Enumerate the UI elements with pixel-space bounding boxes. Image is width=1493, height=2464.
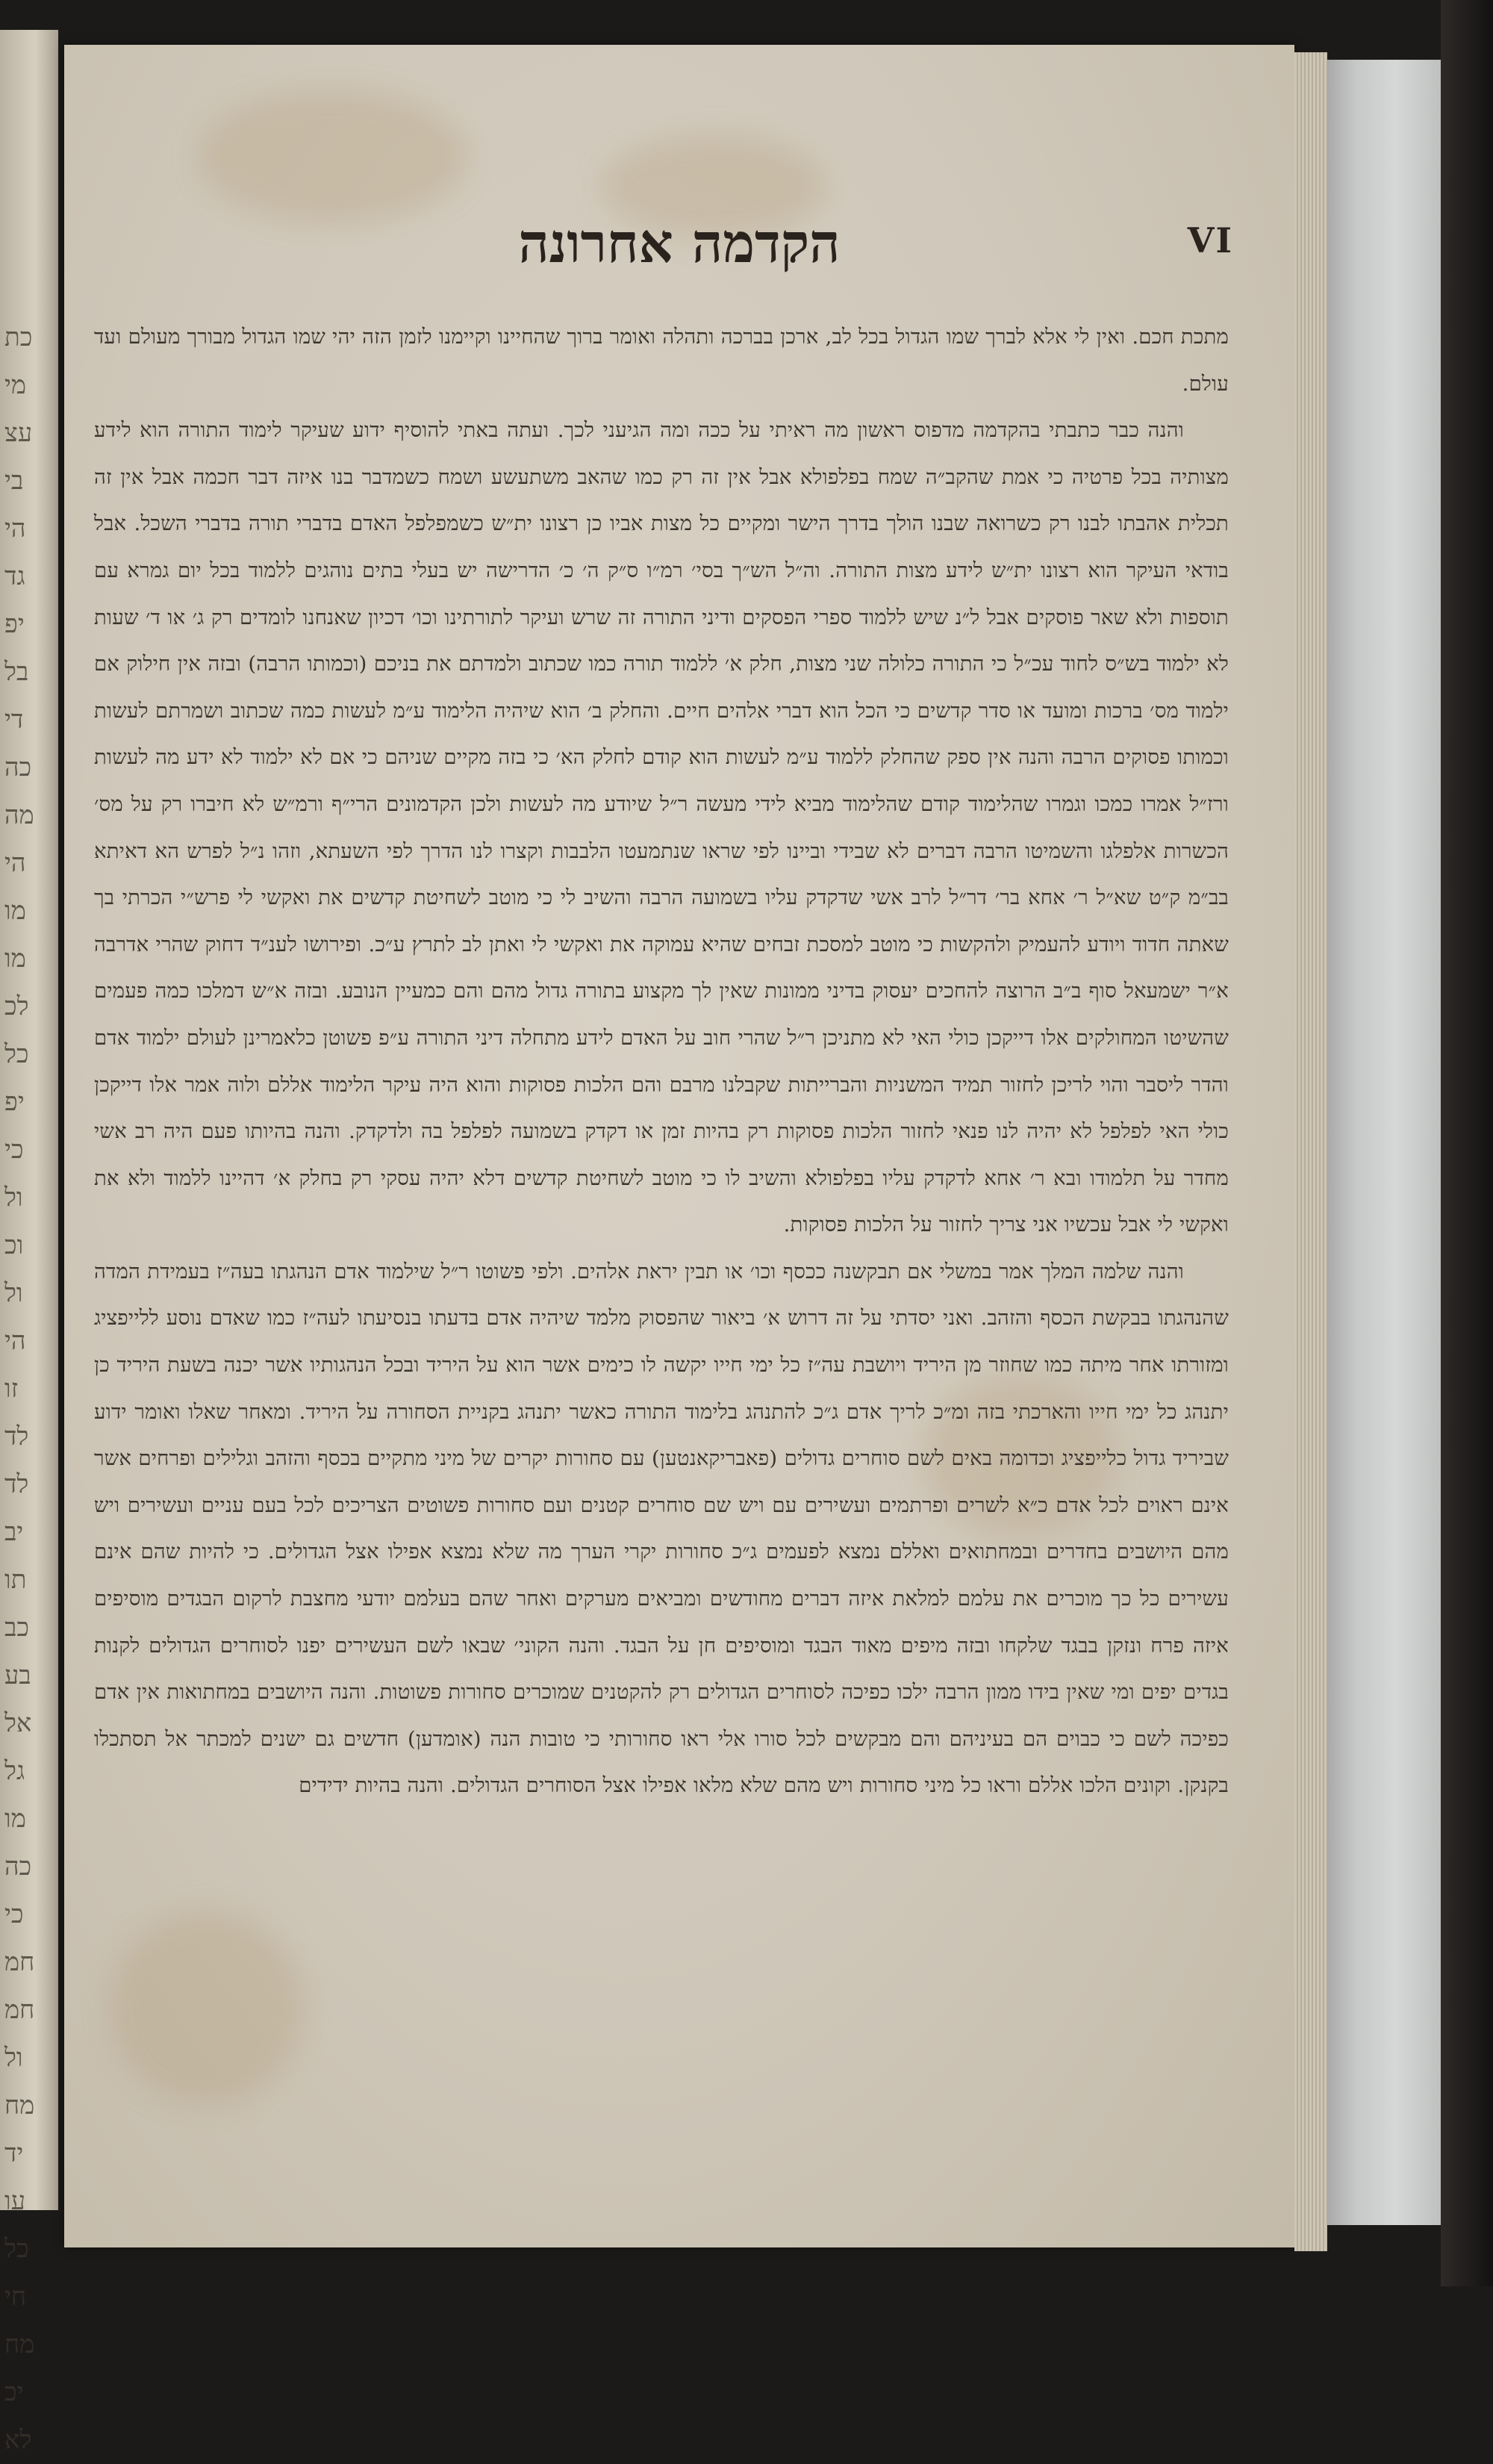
- facing-page-fragment: כת: [4, 323, 33, 352]
- facing-page-fragment: כי: [4, 1135, 24, 1165]
- paragraph: מתכת חכם. ואין לי אלא לברך שמו הגדול בכל לב, ארכן בברכה ותהלה ואומר ברוך שהחיינו וקיימנו לזמן הזה יהי שמו הגדול מבורך מעולם ועד עולם.: [94, 325, 1229, 396]
- facing-page-fragment: חי: [4, 2282, 27, 2312]
- facing-page-fragment: כב: [4, 1613, 30, 1643]
- facing-page-fragment: הי: [4, 514, 26, 544]
- facing-page-fragment: לכ: [4, 992, 29, 1021]
- facing-page-fragment: מח: [4, 2330, 35, 2359]
- facing-page-edge: [0, 30, 58, 2455]
- facing-page-fragment: גד: [4, 561, 25, 591]
- facing-page-fragment: יכ: [4, 2377, 24, 2407]
- facing-page-fragment: עו: [4, 2186, 25, 2216]
- page-title: הקדמה אחרונה: [518, 211, 841, 275]
- facing-page-fragment: בל: [4, 657, 29, 687]
- paragraph: והנה כבר כתבתי בהקדמה מדפוס ראשון מה ראיתי על ככה ומה הגיעני לכך. ועתה באתי להוסיף ידוע שעיקר לימוד התורה הוא לידע מצותיה בכל פרטיה כי אמת שהקב״ה שמח בפלפולא אבל אין זה רק כמו שהאב משתעשע ושמח כשמדבר בנו איזה דבר חכמה אבל אין זה תכלית אהבתו לבנו רק כשרואה שבנו הולך בדרך הישר ומקיים כל מצות אביו כן רצונו ית״ש כשמפלפל האדם בדברי תורה בדברי השכל. אבל בודאי העיקר הוא רצונו ית״ש לידע מצות התורה. וה״ל הש״ך בסי׳ רמ״ו ס״ק ה׳ כ׳ הדרישה יש בעלי בתים נוהגים ללמוד בכל יום גמרא עם תוספות ולא שאר פוסקים אבל ל״נ שיש ללמוד ספרי הפסקים ודיני התורה זה שרש ועיקר לתורתינו וכו׳ דכיון שאנחנו לומדים רק ג׳ או ד׳ שעות לא ילמוד בש״ס לחוד עכ״ל כי התורה כלולה שני מצות, חלק א׳ ללמוד תורה כמו שכתוב ולמדתם את בניכם (וכמותו הרבה) ובזה אין חילוק אם ילמוד מס׳ ברכות ומועד או סדר קדשים כי הכל הוא דברי אלהים חיים. והחלק ב׳ הוא שיהיה הלימוד ע״מ לעשות כמה שכתוב ושמרתם לעשות וכמותו פסוקים הרבה והנה אין ספק שהחלק ללמוד ע״מ לעשות הוא קודם לחלק הא׳ כי בזה מקיים שניהם כי אם לא ילמוד לא ידע מה לעשות ורז״ל אמרו כמכו וגמרו שהלימוד קודם שהלימוד מביא לידי מעשה ר״ל שיודע מה לעשות ולכן הקדמונים הרי״ף ורמ״ש לא חיברו רק על מס׳ הכשרות אלפלגו והשמיטו הרבה דברים לא שבידי וביינו לפי שראו שנתמעטו הלבבות וקצרו לנו הדרך לפי השעתא, וזהו נ״ל לפרש הא דאיתא בב״מ ק״ט שא״ל ר׳ אחא בר׳ דר״ל לרב אשי שדקדק עליו בשמועה הרבה והשיב לי כי מוטב לשחיטת קדשים את ואקשי לי פרש״י הכרתי בך שאתה חדוד ויודע להעמיק ולהקשות כי מוטב למסכת זבחים שהיא עמוקה את ואקשי לי ואתן לב לתרץ ע״כ. ופירושו לענ״ד דחוק שהרי אדרבה א״ר ישמעאל סוף ב״ב הרוצה להחכים יעסוק בדיני ממונות שאין לך מקצוע בתורה גדול מהם והם כמעיין הנובע. ובזה א״ש דמלכו כמה פעמים שהשיטו המחולקים אלו דייקכן כולי האי לא מתניכן ר״ל שהרי חוב על האדם לידע מתחלה דיני התורה ע״פ פשוטן כלאמרינן לעולם ילמוד אדם והדר ליסבר והוי לריכן לחזור תמיד המשניות והברייתות שקבלנו מרבם והם הלכות פסוקות והוא היה עיקר הלימוד אללם ולוה אמר אלו דייקכן כולי האי לפלפל לא יהיה לנו פנאי לחזור הלכות פסוקות רק בהיות זמן או דקדק בשמועה לפלפל בה ולדקדק. והנה בהיותו פעם היה רב אשי מחדר על תלמודו ובא ר׳ אחא לדקדק עליו בפלפולא והשיב לו כי מוטב לשחיטת קדשים דלא יהיה עסקי רק בחלק א׳ דהיינו ללמוד ולא את ואקשי לי אבל עכשיו אני צריך לחזור על הלכות פסוקות.: [94, 418, 1229, 1237]
- facing-page-fragment: ול: [4, 2043, 23, 2073]
- facing-page-fragment: אל: [4, 1708, 32, 1738]
- facing-page-fragment: לד: [4, 1469, 29, 1499]
- facing-page-fragment: חמ: [4, 1947, 35, 1977]
- page-number: VI: [1187, 220, 1233, 261]
- facing-page-fragment: הי: [4, 848, 26, 878]
- facing-page-fragment: כה: [4, 1852, 32, 1882]
- facing-page-fragment: וכ: [4, 1231, 24, 1260]
- facing-page-fragment: יד: [4, 2138, 24, 2168]
- facing-page-fragment: די: [4, 705, 24, 735]
- facing-page-fragment: זו: [4, 1374, 19, 1404]
- book-page: [64, 45, 1294, 2247]
- facing-page-fragment: ול: [4, 1183, 23, 1213]
- facing-page-fragment: יפ: [4, 609, 25, 639]
- facing-page-fragment: יפ: [4, 1087, 25, 1117]
- page-header: [64, 190, 1294, 302]
- facing-page-text-fragments: [0, 314, 34, 2464]
- facing-page-fragment: בע: [4, 1661, 31, 1690]
- facing-page-fragment: חמ: [4, 1995, 35, 2025]
- facing-page-fragment: הי: [4, 1326, 26, 1356]
- facing-page-fragment: עצ: [4, 418, 33, 448]
- facing-page-fragment: מו: [4, 896, 26, 926]
- facing-page-fragment: ול: [4, 1278, 23, 1308]
- facing-page-fragment: כל: [4, 1039, 29, 1069]
- facing-page-fragment: יב: [4, 1517, 24, 1547]
- facing-page-fragment: מו: [4, 944, 26, 974]
- facing-page-fragment: גל: [4, 1756, 25, 1786]
- facing-page-fragment: כה: [4, 753, 32, 783]
- facing-page-fragment: מה: [4, 800, 34, 830]
- facing-page-fragment: לא: [4, 2425, 32, 2455]
- body-text: [94, 314, 1229, 1809]
- facing-page-fragment: מח: [4, 2091, 35, 2121]
- facing-page-fragment: מי: [4, 370, 27, 400]
- facing-page-fragment: כל: [4, 2234, 29, 2264]
- page-block-edge: [1294, 52, 1327, 2251]
- facing-page-fragment: לד: [4, 1422, 29, 1452]
- book-cover-edge: [1441, 0, 1493, 2286]
- facing-page-fragment: תו: [4, 1565, 27, 1595]
- paragraph: והנה שלמה המלך אמר במשלי אם תבקשנה ככסף וכו׳ או תבין יראת אלהים. ולפי פשוטו ר״ל שילמוד אדם הנהגתו בעה״ז בעמידת המדה שהנהגתו בבקשת הכסף והזהב. ואני יסדתי על זה דרוש א׳ ביאור שהפסוק מלמד שיהיה אדם בדעתו בנסיעתו לעה״ז כמו שאדם נוסע ללייפציג ומזורתו אחר מיתה כמו שחוזר מן היריד ויושבת עה״ז כל ימי חייו יקשה לו כימים אשר הוא על היריד ובכל הנהגותיו אשר יכנה בשעת היריד כן יתנהג כל ימי חייו והארכתי בזה ומ״כ לריך אדם ג״כ להתנהג בלימוד התורה כאשר יתנהג בקניית הסחורה על היריד. ומאחר שאלו ואומר ידוע שביריד גדול כלייפציג וכדומה באים לשם סוחרים גדולים (פאבריקאנטען) עם סחורות יקרים של מיני מתקיים בכסף והזהב וגלילים ופרחים אשר אינם ראוים לכל אדם כ״א לשרים ופרתמים ועשירים עם ויש שם סוחרים קטנים ועם סחורות פשוטים הצריכים לכל בעם עניים ועשירים ויש מהם היושבים בחדרים ובמחתואים ואללם נמצא לפעמים ג״כ סחורות יקרי הערך מה שלא נמצא אפילו אצל הגדולים. כי להיות שהם אינם עשירים כל כך מוכרים את עלמם למלאת איזה דברים מחודשים ומביאים מערקים ואחר שהם בעלמם יודעי מחצבת לרקום הבגדים מוסיפים איזה פרח ונזקן בבגד שלקחו ובזה מיפים מאוד הבגד ומוסיפים חן על הבגד. והנה הקוני׳ שבאו לשם העשירים יפנו לסוחרים הגדולים לקנות בגדים יפים ומי שאין בידו ממון הרבה ילכו כפיכה לסוחרים הגדולים רק להקטנים שמוכרים סחורות פשוטות. והנה היושבים במחתואות אין אדם כפיכה לשם כי כבוים הם בעיניהם והם מבקשים לכל סורו אלי ראו סחורותי כי טובות הנה (אומדען) חדשים גם ישנים למכתר אל תסתכלו בקנקן. וקונים הלכו אללם וראו כל מיני סחורות ויש מהם שלא מלאו אפילו אצל הסוחרים הגדולים. והנה בהיות ידידים: [94, 1259, 1229, 1798]
- facing-page-fragment: מו: [4, 1804, 26, 1834]
- endpaper: [1327, 60, 1441, 2225]
- facing-page-fragment: בי: [4, 466, 24, 496]
- facing-page-fragment: כי: [4, 1900, 24, 1929]
